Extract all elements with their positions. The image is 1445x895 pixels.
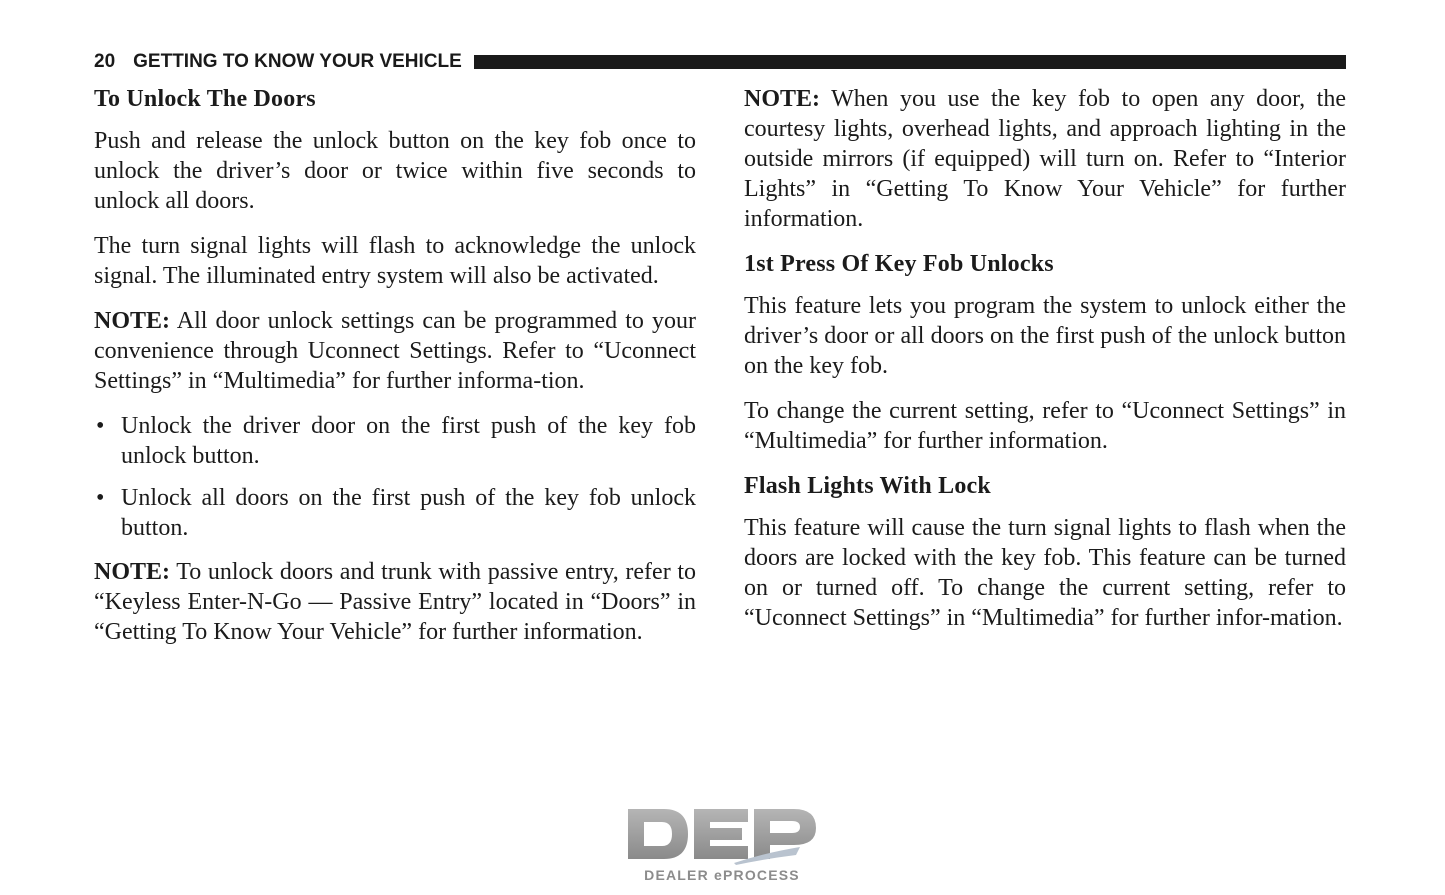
list-item-text: Unlock all doors on the first push of the key fob unlock button.	[121, 485, 696, 541]
list-item-text: Unlock the driver door on the first push of the key fob unlock button.	[121, 413, 696, 469]
paragraph-unlock-instructions: Push and release the unlock button on the key fob once to unlock the driver’s door or twice within five seconds to unlock all doors.	[94, 128, 696, 214]
note-unlock-settings	[94, 306, 696, 396]
dep-logo-icon	[624, 803, 820, 865]
paragraph-first-press: This feature lets you program the system to unlock either the driver’s door or all doors on the first push of the unlock button on the key fob.	[744, 293, 1346, 379]
list-item	[94, 483, 696, 543]
note-label: NOTE:	[94, 559, 171, 585]
dealer-eprocess-logo	[624, 803, 820, 883]
heading-unlock-doors: To Unlock The Doors	[94, 86, 316, 112]
paragraph-change-setting: To change the current setting, refer to “Uconnect Settings” in “Multimedia” for further information.	[744, 398, 1346, 454]
page-header	[94, 51, 1346, 73]
right-column	[744, 84, 1346, 648]
logo-caption: DEALER ePROCESS	[644, 867, 800, 883]
heading-flash-lights: Flash Lights With Lock	[744, 473, 991, 499]
note-text: All door unlock settings can be programmed to your convenience through Uconnect Settings. Refer to “Uconnect Settings” in “Multimedia” for further informa-tion.	[94, 308, 696, 394]
bullet-icon: •	[96, 485, 105, 511]
heading-first-press: 1st Press Of Key Fob Unlocks	[744, 251, 1054, 277]
note-text: When you use the key fob to open any door, the courtesy lights, overhead lights, and approach lighting in the outside mirrors (if equipped) will turn on. Refer to “Interior Lights” in “Getting To Know Your Vehicle” for further information.	[744, 86, 1346, 232]
paragraph-flash-lights: This feature will cause the turn signal lights to flash when the doors are locked with the key fob. This feature can be turned on or turned off. To change the current setting, refer to “Uconnect Settings” in “Multimedia” for further infor-mation.	[744, 515, 1346, 631]
unlock-options-list	[94, 411, 696, 543]
note-text: To unlock doors and trunk with passive entry, refer to “Keyless Enter-N-Go — Passive Entry” located in “Doors” in “Getting To Know Your Vehicle” for further information.	[94, 559, 696, 645]
paragraph-turn-signal: The turn signal lights will flash to acknowledge the unlock signal. The illuminated entry system will also be activated.	[94, 233, 696, 289]
note-passive-entry	[94, 557, 696, 647]
page-number: 20	[94, 51, 116, 72]
note-label: NOTE:	[94, 308, 171, 334]
note-courtesy-lights	[744, 84, 1346, 234]
left-column	[94, 84, 696, 662]
section-title: GETTING TO KNOW YOUR VEHICLE	[133, 51, 462, 72]
header-rule	[474, 55, 1346, 69]
list-item	[94, 411, 696, 471]
note-label: NOTE:	[744, 86, 821, 112]
bullet-icon: •	[96, 413, 105, 439]
